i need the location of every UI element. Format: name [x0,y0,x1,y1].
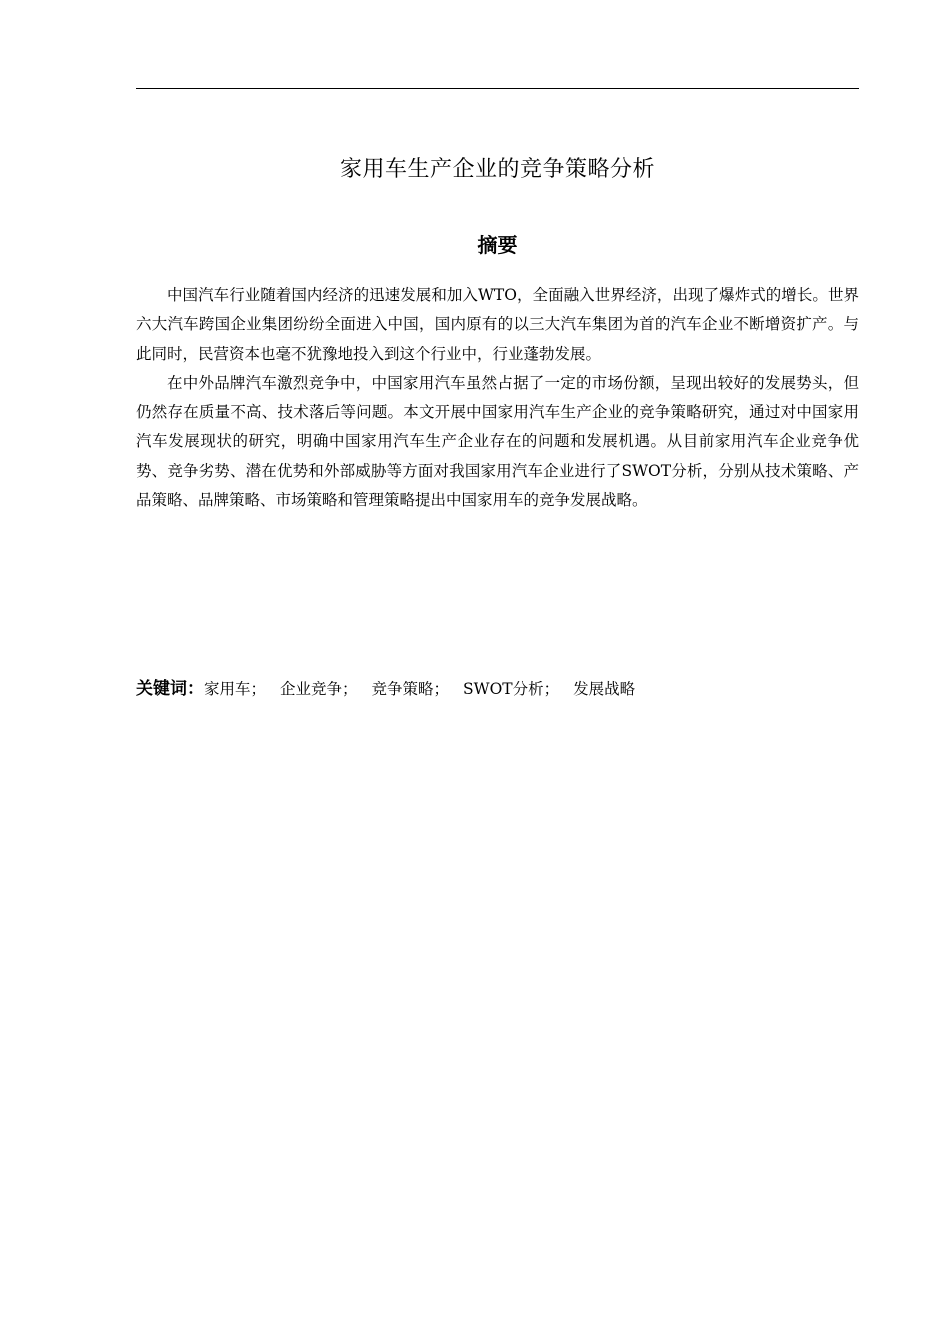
keywords-label: 关键词： [136,679,204,699]
keyword-item: SWOT分析； [463,680,560,698]
abstract-heading: 摘要 [477,233,518,257]
abstract-body [136,281,859,515]
abstract-paragraph-2: 在中外品牌汽车激烈竞争中，中国家用汽车虽然占据了一定的市场份额，呈现出较好的发展势头，但仍然存在质量不高、技术落后等问题。本文开展中国家用汽车生产企业的竞争策略研究，通过对中国家用汽车发展现状的研究，明确中国家用汽车生产企业存在的问题和发展机遇。从目前家用汽车企业竞争优势、竞争劣势、潜在优势和外部威胁等方面对我国家用汽车企业进行了SWOT分析，分别从技术策略、产品策略、品牌策略、市场策略和管理策略提出中国家用车的竞争发展战略。 [136,373,859,510]
document-title: 家用车生产企业的竞争策略分析 [339,157,655,182]
abstract-paragraph-1: 中国汽车行业随着国内经济的迅速发展和加入WTO，全面融入世界经济，出现了爆炸式的增长。世界六大汽车跨国企业集团纷纷全面进入中国，国内原有的以三大汽车集团为首的汽车企业不断增资扩产。与此同时，民营资本也毫不犹豫地投入到这个行业中，行业蓬勃发展。 [136,286,859,363]
keyword-item: 家用车； [204,680,267,698]
keyword-item: 竞争策略； [371,680,450,698]
keywords-line [136,673,859,705]
keyword-item: 企业竞争； [280,680,358,698]
keyword-item: 发展战略 [573,680,636,698]
header-rule [136,88,859,89]
